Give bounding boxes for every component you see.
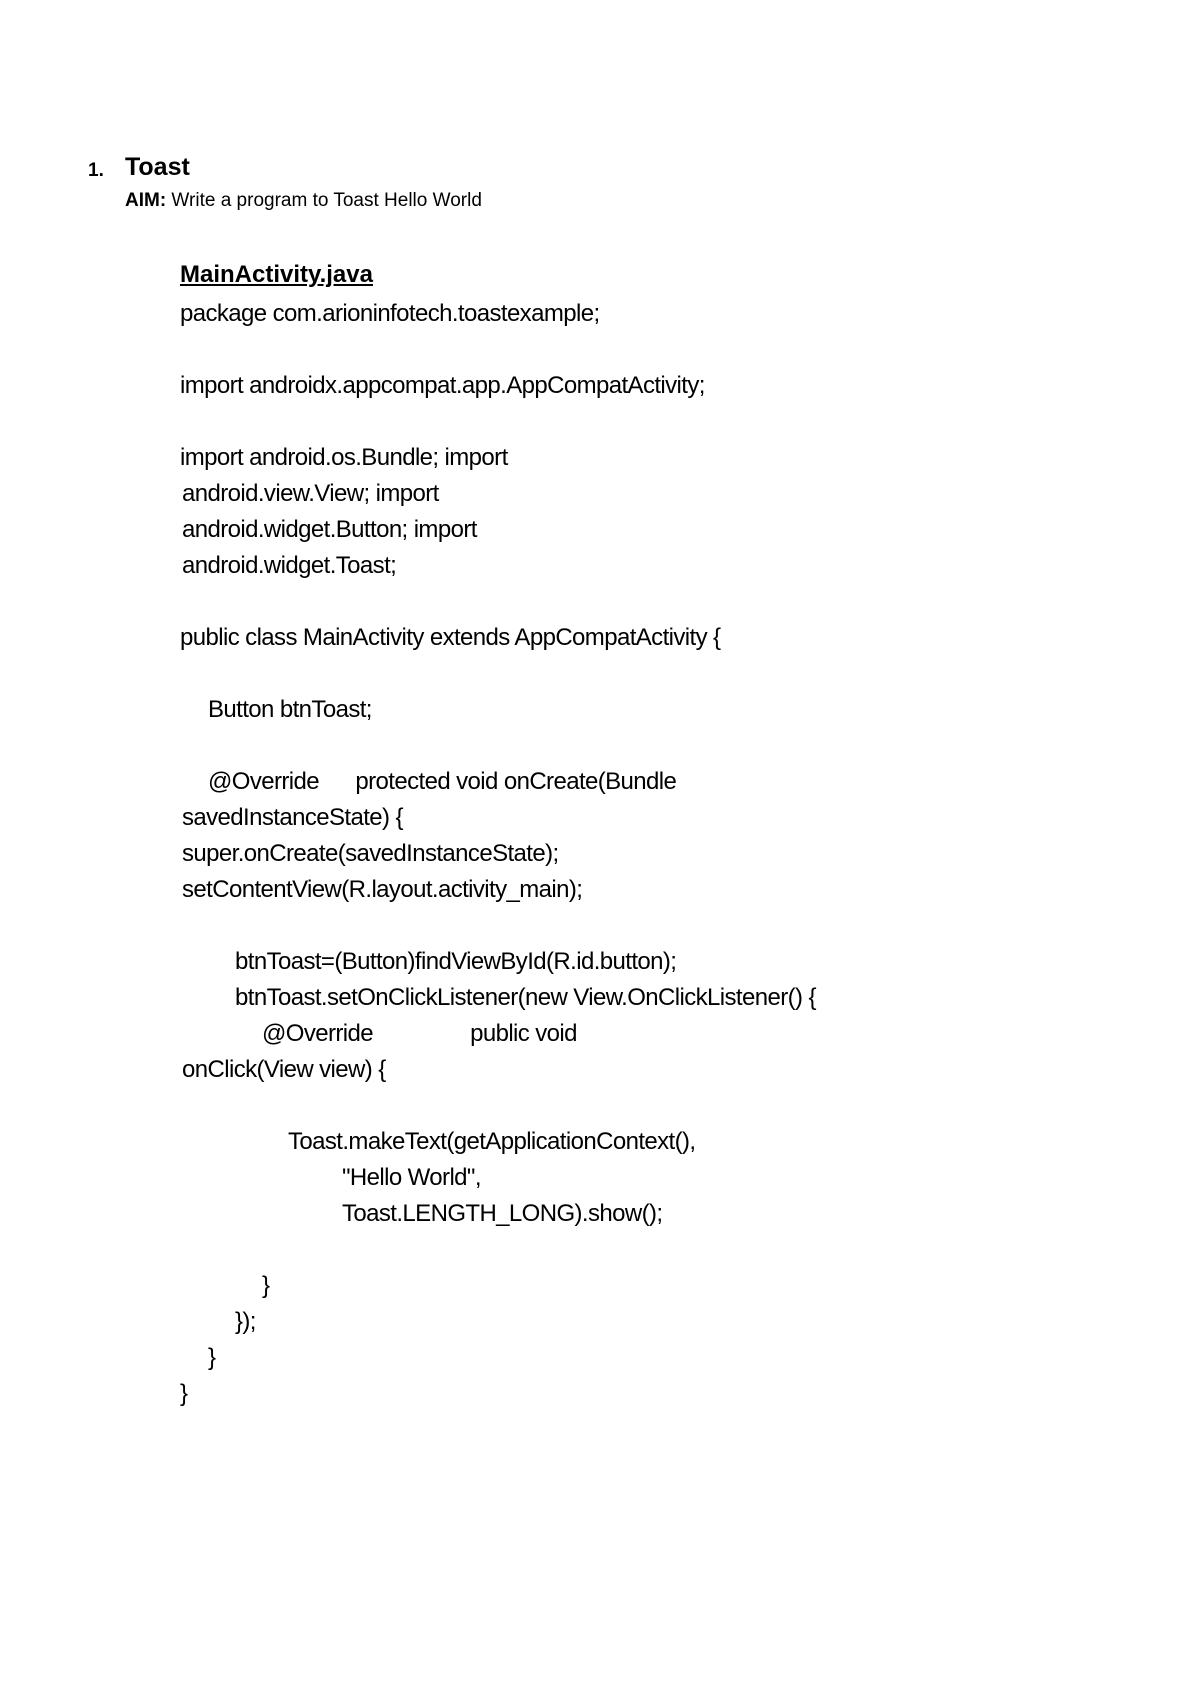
section-title: Toast — [125, 153, 190, 181]
file-name-heading: MainActivity.java — [180, 261, 373, 288]
code-line: setContentView(R.layout.activity_main); — [182, 876, 583, 903]
code-line: public class MainActivity extends AppCompatActivity { — [180, 624, 721, 651]
code-line: onClick(View view) { — [182, 1056, 386, 1083]
code-line: Button btnToast; — [208, 696, 372, 723]
code-line: @Override public void — [262, 1020, 577, 1047]
code-line: } — [180, 1380, 188, 1407]
code-line: btnToast.setOnClickListener(new View.OnClickListener() { — [235, 984, 816, 1011]
code-line: package com.arioninfotech.toastexample; — [180, 300, 600, 327]
code-line: @Override protected void onCreate(Bundle — [208, 768, 677, 795]
aim-label: AIM: — [125, 190, 167, 211]
code-line: btnToast=(Button)findViewById(R.id.button); — [235, 948, 677, 975]
code-line: Toast.LENGTH_LONG).show(); — [342, 1200, 663, 1227]
code-line: super.onCreate(savedInstanceState); — [182, 840, 559, 867]
code-line: Toast.makeText(getApplicationContext(), — [288, 1128, 696, 1155]
code-line: android.widget.Button; import — [182, 516, 477, 543]
code-line: } — [262, 1272, 270, 1299]
code-line: }); — [235, 1308, 256, 1335]
aim-statement — [125, 190, 482, 212]
aim-text: Write a program to Toast Hello World — [166, 190, 482, 211]
code-line: savedInstanceState) { — [182, 804, 403, 831]
code-line: android.widget.Toast; — [182, 552, 397, 579]
code-line: android.view.View; import — [182, 480, 439, 507]
code-line: import androidx.appcompat.app.AppCompatActivity; — [180, 372, 705, 399]
code-line: } — [208, 1344, 216, 1371]
code-line: "Hello World", — [342, 1164, 481, 1191]
code-line: import android.os.Bundle; import — [180, 444, 508, 471]
section-number: 1. — [88, 160, 104, 181]
